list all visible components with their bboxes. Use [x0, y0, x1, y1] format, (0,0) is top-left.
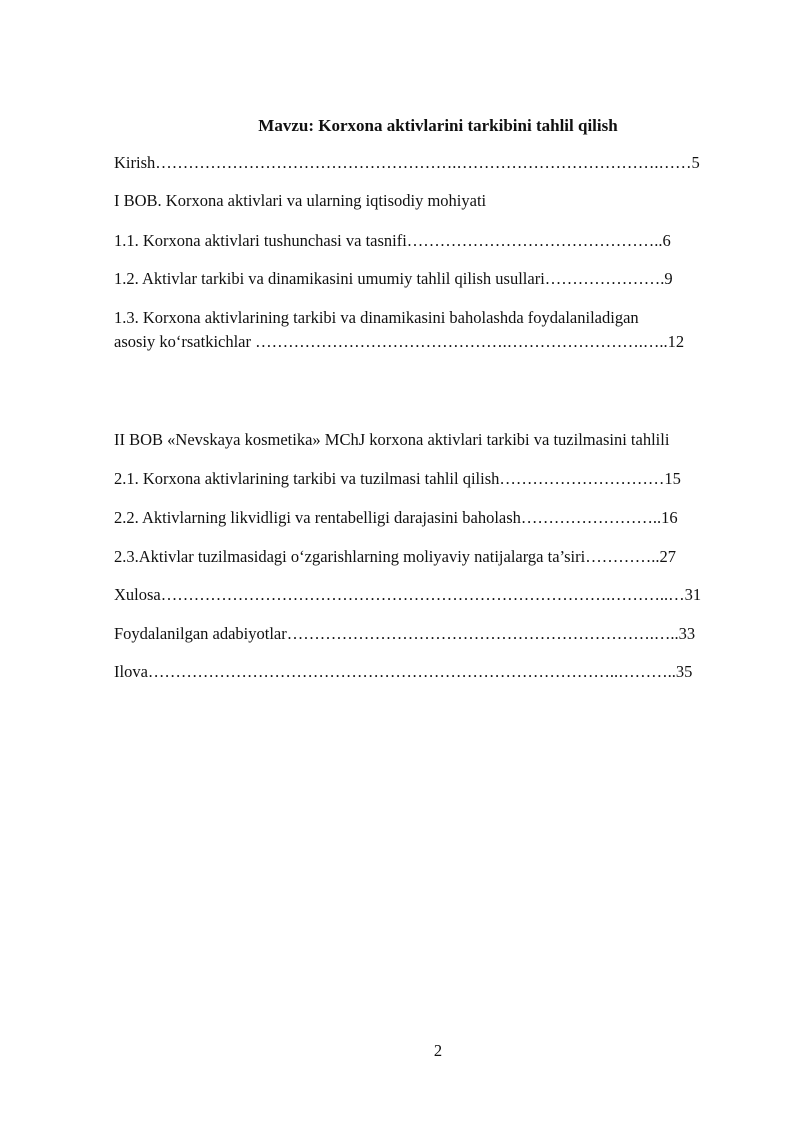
toc-entry-conclusion: Xulosa……………………………………………………………………….………..…31: [114, 585, 702, 604]
page-number: 2: [433, 1041, 443, 1060]
toc-entry-1-3-line-2: asosiy ko‘rsatkichlar ……………………………………….…………………….…..12: [114, 332, 685, 351]
toc-entry-introduction: Kirish……………………………………………….……………………………….……5: [114, 153, 700, 172]
toc-chapter-2-heading: II BOB «Nevskaya kosmetika» MChJ korxona aktivlari tarkibi va tuzilmasini tahlili: [114, 430, 670, 449]
toc-chapter-1-heading: I BOB. Korxona aktivlari va ularning iqtisodiy mohiyati: [114, 191, 487, 210]
toc-entry-1-3-line-1: 1.3. Korxona aktivlarining tarkibi va dinamikasini baholashda foydalaniladigan: [114, 308, 639, 327]
toc-entry-2-3: 2.3.Aktivlar tuzilmasidagi o‘zgarishlarning moliyaviy natijalarga ta’siri…………..27: [114, 547, 676, 566]
toc-entry-appendix: Ilova…………………………………………………………………………..………..35: [114, 662, 693, 681]
toc-entry-references: Foydalanilgan adabiyotlar………………………………………………………….…..33: [114, 624, 696, 643]
toc-entry-2-2: 2.2. Aktivlarning likvidligi va rentabelligi darajasini baholash……………………..16: [114, 508, 678, 527]
document-title: Mavzu: Korxona aktivlarini tarkibini tahlil qilish: [258, 116, 618, 135]
toc-entry-1-2: 1.2. Aktivlar tarkibi va dinamikasini umumiy tahlil qilish usullari………………….9: [114, 269, 673, 288]
toc-entry-2-1: 2.1. Korxona aktivlarining tarkibi va tuzilmasi tahlil qilish…………………………15: [114, 469, 681, 488]
toc-entry-1-1: 1.1. Korxona aktivlari tushunchasi va tasnifi………………………………………..6: [114, 231, 671, 250]
